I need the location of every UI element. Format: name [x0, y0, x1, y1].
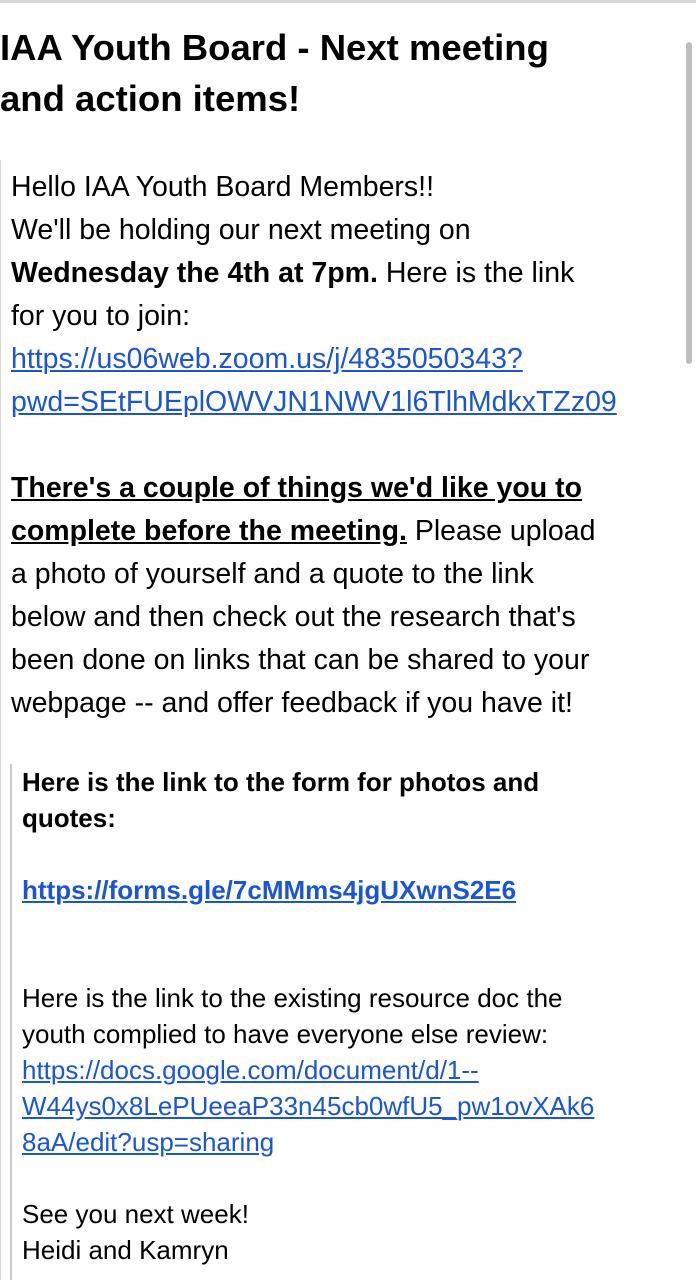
top-divider	[0, 0, 696, 3]
zoom-link[interactable]	[11, 338, 681, 424]
quoted-block	[10, 764, 688, 1280]
meeting-details	[11, 252, 681, 295]
message-left-rule	[0, 160, 1, 1280]
tasks-heading-2-row	[11, 510, 681, 553]
greeting: Hello IAA Youth Board Members!!	[11, 171, 434, 203]
meeting-intro: We'll be holding our next meeting on	[11, 214, 471, 246]
zoom-link-line-2[interactable]: pwd=SEtFUEplOWVJN1NWV1l6TlhMdkxTZz09	[11, 386, 617, 418]
signature: Heidi and Kamryn	[22, 1235, 229, 1265]
tasks-text-4: been done on links that can be shared to your	[11, 644, 590, 676]
scrollbar[interactable]	[686, 42, 692, 364]
subject-line-2: and action items!	[0, 78, 301, 119]
tasks-text-1: Please upload	[406, 515, 596, 547]
tasks-text-5: webpage -- and offer feedback if you have it!	[11, 687, 573, 719]
email-body	[11, 166, 681, 725]
doc-intro-2: youth complied to have everyone else review:	[22, 1019, 549, 1049]
spacer	[11, 424, 681, 467]
doc-link-line-3[interactable]: 8aA/edit?usp=sharing	[22, 1127, 275, 1157]
meeting-link-prompt-2: for you to join:	[11, 300, 191, 332]
form-link[interactable]: https://forms.gle/7cMMms4jgUXwnS2E6	[22, 875, 517, 905]
tasks-heading-2: complete before the meeting.	[11, 515, 407, 547]
form-heading-2: quotes:	[22, 803, 116, 833]
subject-line-1: IAA Youth Board - Next meeting	[0, 27, 549, 68]
tasks-text-3: below and then check out the research that's	[11, 601, 576, 633]
form-heading-1: Here is the link to the form for photos and	[22, 767, 540, 797]
form-link-row[interactable]	[22, 872, 682, 908]
spacer	[22, 1160, 682, 1196]
spacer	[22, 908, 682, 980]
meeting-time: Wednesday the 4th at 7pm.	[11, 257, 378, 289]
tasks-heading-1: There's a couple of things we'd like you to	[11, 472, 582, 504]
doc-intro-1: Here is the link to the existing resource doc the	[22, 983, 563, 1013]
meeting-link-prompt: Here is the link	[377, 257, 575, 289]
spacer	[22, 836, 682, 872]
email-subject	[0, 22, 660, 124]
doc-link[interactable]	[22, 1052, 682, 1160]
closing: See you next week!	[22, 1199, 249, 1229]
quoted-content	[22, 764, 682, 1268]
doc-link-line-1[interactable]: https://docs.google.com/document/d/1--	[22, 1055, 479, 1085]
zoom-link-line-1[interactable]: https://us06web.zoom.us/j/4835050343?	[11, 343, 523, 375]
doc-link-line-2[interactable]: W44ys0x8LePUeeaP33n45cb0wfU5_pw1ovXAk6	[22, 1091, 595, 1121]
tasks-text-2: a photo of yourself and a quote to the link	[11, 558, 534, 590]
